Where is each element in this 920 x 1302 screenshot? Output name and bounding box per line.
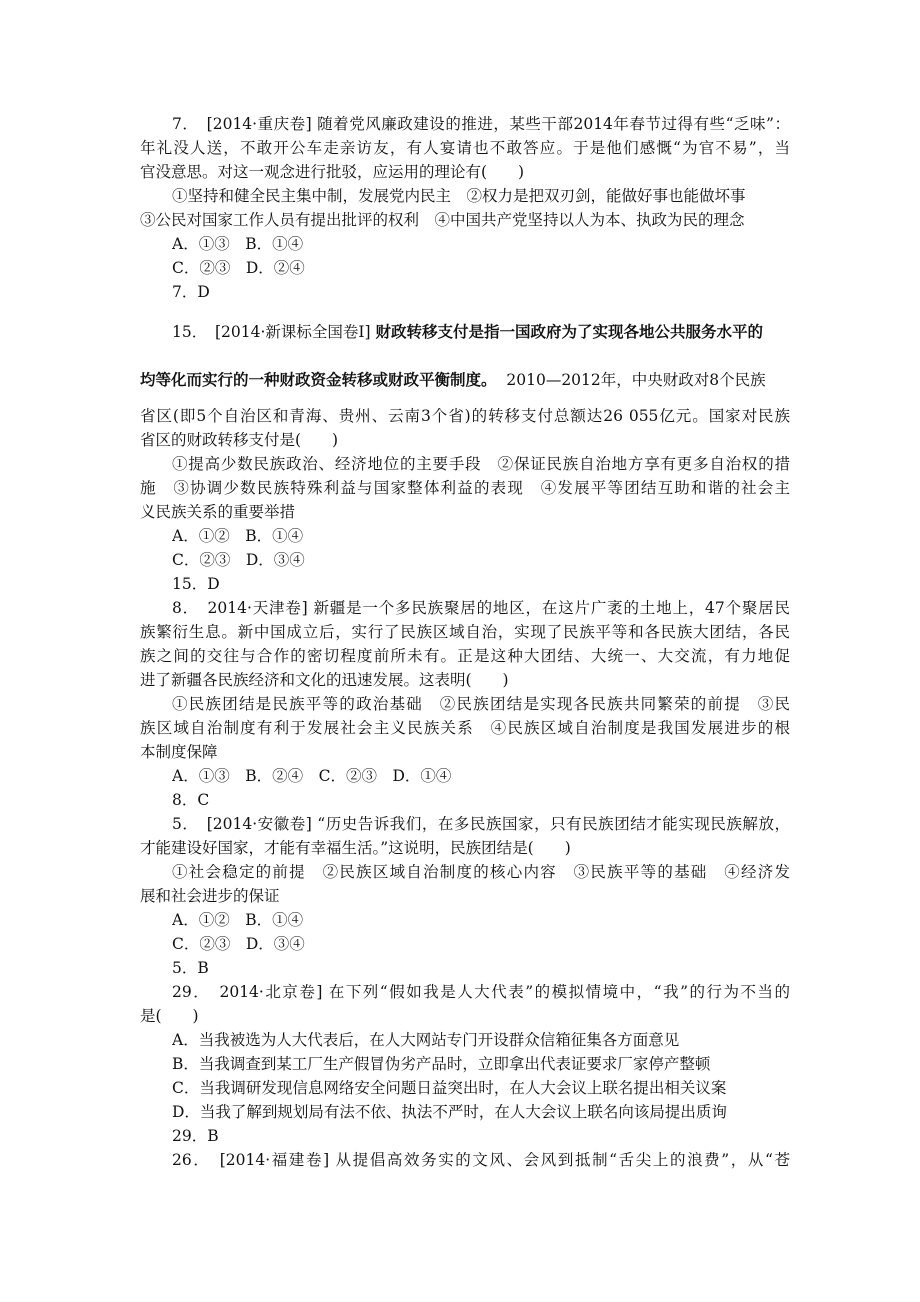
- q26-line-1: 26． [2014·福建卷] 从提倡高效务实的文风、会风到抵制“舌尖上的浪费”，从“苍: [172, 1151, 790, 1169]
- q8-line-4: 进了新疆各民族经济和文化的迅速发展。这表明( ): [140, 671, 509, 689]
- q8-line-5: ①民族团结是民族平等的政治基础 ②民族团结是实现各民族共同繁荣的前提 ③民: [172, 695, 790, 713]
- q29-option-b: B．当我调查到某工厂生产假冒伪劣产品时，立即拿出代表证要求厂家停产整顿: [172, 1055, 711, 1073]
- q5-line-4: 展和社会进步的保证: [140, 887, 280, 905]
- q5-answer: 5．B: [172, 959, 209, 977]
- q15-header: [172, 318, 790, 346]
- q7-line-5: ③公民对国家工作人员有提出批评的权利 ④中国共产党坚持以人为本、执政为民的理念: [140, 211, 745, 229]
- q15-option-ab: A．①② B．①④: [172, 527, 304, 545]
- q15-line-3: 省区(即5个自治区和青海、贵州、云南3个省)的转移支付总额达26 055亿元。国家对民族: [140, 407, 790, 425]
- q5-line-2: 才能建设好国家，才能有幸福生活。”这说明，民族团结是( ): [140, 839, 571, 857]
- q15-line-2: [140, 366, 790, 394]
- q15-option-cd: C．②③ D．③④: [172, 551, 305, 569]
- q8-line-6: 族区域自治制度有利于发展社会主义民族关系 ④民族区域自治制度是我国发展进步的根: [140, 719, 790, 737]
- q15-answer: 15．D: [172, 575, 220, 593]
- q8-line-7: 本制度保障: [140, 743, 218, 761]
- q5-option-ab: A．①② B．①④: [172, 911, 304, 929]
- q7-line-4: ①坚持和健全民主集中制，发展党内民主 ②权力是把双刃剑，能做好事也能做坏事: [172, 187, 746, 205]
- q15-line-2-rest: 2010—2012年，中央财政对8个民族: [506, 371, 766, 389]
- q8-options: A．①③ B．②④ C．②③ D．①④: [172, 767, 452, 785]
- q29-option-c: C．当我调研发现信息网络安全问题日益突出时，在人大会议上联名提出相关议案: [172, 1079, 727, 1097]
- q29-line-2: 是( ): [140, 1007, 199, 1025]
- q8-line-3: 族之间的交往与合作的密切程度前所未有。正是这种大团结、大统一、大交流，有力地促: [140, 647, 790, 665]
- q7-option-cd: C．②③ D．②④: [172, 259, 305, 277]
- q29-line-1: 29． 2014·北京卷] 在下列“假如我是人大代表”的模拟情境中，“我”的行为不当的: [172, 983, 790, 1001]
- q7-option-ab: A．①③ B．①④: [172, 235, 304, 253]
- q15-line-4: 省区的财政转移支付是( ): [140, 431, 339, 449]
- q5-line-1: 5． [2014·安徽卷] “历史告诉我们，在多民族国家，只有民族团结才能实现民族解放，: [172, 815, 790, 833]
- q29-option-d: D．当我了解到规划局有法不依、执法不严时，在人大会议上联名向该局提出质询: [172, 1103, 727, 1121]
- q15-source: 15． [2014·新课标全国卷Ⅰ]: [172, 323, 376, 341]
- q15-line-5: ①提高少数民族政治、经济地位的主要手段 ②保证民族自治地方享有更多自治权的措: [172, 455, 790, 473]
- q29-option-a: A．当我被选为人大代表后，在人大网站专门开设群众信箱征集各方面意见: [172, 1031, 680, 1049]
- q8-line-2: 族繁衍生息。新中国成立后，实行了民族区域自治，实现了民族平等和各民族大团结，各民: [140, 623, 790, 641]
- q7-line-3: 官没意思。对这一观念进行批驳，应运用的理论有( ): [140, 163, 525, 181]
- q8-answer: 8．C: [172, 791, 210, 809]
- q15-bold-text-2: 均等化而实行的一种财政资金转移或财政平衡制度。: [140, 371, 497, 389]
- q29-answer: 29．B: [172, 1127, 219, 1145]
- q7-line-2: 年礼没人送，不敢开公车走亲访友，有人宴请也不敢答应。于是他们感慨“为官不易”，当: [140, 139, 790, 157]
- q15-line-6: 施 ③协调少数民族特殊利益与国家整体利益的表现 ④发展平等团结互助和谐的社会主: [140, 479, 790, 497]
- q15-bold-text: 财政转移支付是指一国政府为了实现各地公共服务水平的: [375, 323, 764, 341]
- q7-line-1: 7． [2014·重庆卷] 随着党风廉政建设的推进，某些干部2014年春节过得有些“乏味”：: [172, 115, 790, 133]
- q5-line-3: ①社会稳定的前提 ②民族区域自治制度的核心内容 ③民族平等的基础 ④经济发: [172, 863, 790, 881]
- q8-line-1: 8． 2014·天津卷] 新疆是一个多民族聚居的地区，在这片广袤的土地上，47个聚居民: [172, 599, 790, 617]
- q5-option-cd: C．②③ D．③④: [172, 935, 305, 953]
- q7-answer: 7．D: [172, 283, 210, 301]
- q15-line-7: 义民族关系的重要举措: [140, 503, 296, 521]
